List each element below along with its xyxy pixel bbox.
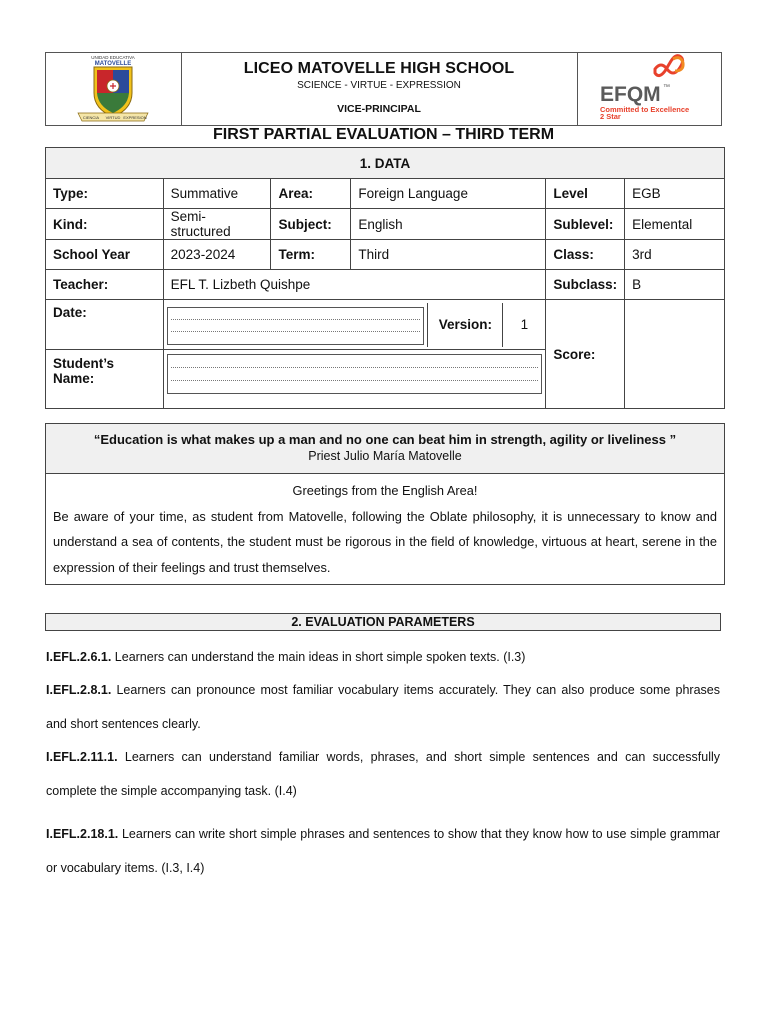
teacher-value: EFL T. Lizbeth Quishpe xyxy=(163,270,546,300)
logo-top-text: UNIDAD EDUCATIVA xyxy=(91,55,135,60)
student-name-label: Student’s Name: xyxy=(46,350,164,409)
quote-body xyxy=(46,474,724,584)
parameter-item-4 xyxy=(46,817,720,885)
version-value: 1 xyxy=(502,303,545,347)
date-row xyxy=(46,300,725,350)
term-value: Third xyxy=(351,240,546,270)
logo-banner-word-2: VIRTUD xyxy=(105,115,121,120)
parameter-item-3 xyxy=(46,740,720,808)
student-name-cell xyxy=(163,350,546,409)
score-label: Score: xyxy=(546,300,625,409)
parameter-code-2: I.EFL.2.8.1. xyxy=(46,683,112,697)
efqm-line1: Committed to Excellence xyxy=(600,105,690,114)
efqm-name: EFQM xyxy=(600,83,661,106)
class-value: 3rd xyxy=(625,240,725,270)
term-label: Term: xyxy=(271,240,351,270)
quote-author: Priest Julio María Matovelle xyxy=(308,449,462,463)
efqm-logo-cell xyxy=(577,53,721,125)
parameter-item-2 xyxy=(46,673,720,741)
quote-header xyxy=(46,424,724,474)
subject-label: Subject: xyxy=(271,209,351,240)
office-name: VICE-PRINCIPAL xyxy=(337,103,421,115)
data-heading: 1. DATA xyxy=(46,148,725,179)
data-row-2 xyxy=(46,209,725,240)
date-label: Date: xyxy=(46,300,164,350)
parameter-item-1 xyxy=(46,640,720,674)
student-name-input[interactable] xyxy=(167,354,543,394)
data-row-3 xyxy=(46,240,725,270)
date-input[interactable] xyxy=(167,307,425,345)
greeting: Greetings from the English Area! xyxy=(292,483,478,498)
parameter-text-1: Learners can understand the main ideas in short simple spoken texts. (I.3) xyxy=(111,650,526,664)
school-title-cell xyxy=(181,53,578,125)
logo-banner-word-1: CIENCIA xyxy=(82,115,100,120)
data-heading-row xyxy=(46,148,725,179)
efqm-logo xyxy=(577,53,722,127)
school-name: LICEO MATOVELLE HIGH SCHOOL xyxy=(243,60,515,77)
score-field[interactable] xyxy=(625,300,725,409)
teacher-row xyxy=(46,270,725,300)
sublevel-value: Elemental xyxy=(625,209,725,240)
level-value: EGB xyxy=(625,179,725,209)
logo-banner-word-3: EXPRESION xyxy=(123,115,147,120)
data-row-1 xyxy=(46,179,725,209)
school-crest-logo xyxy=(46,53,181,127)
kind-label: Kind: xyxy=(46,209,164,240)
document-header xyxy=(45,52,722,126)
efqm-trademark: ™ xyxy=(663,84,670,91)
quote-text: “Education is what makes up a man and no one can beat him in strength, agility or liveliness ” xyxy=(93,432,677,447)
school-year-value: 2023-2024 xyxy=(163,240,271,270)
school-motto: SCIENCE - VIRTUE - EXPRESSION xyxy=(297,80,461,91)
school-logo-cell xyxy=(46,53,182,125)
class-label: Class: xyxy=(546,240,625,270)
greeting-body: Be aware of your time, as student from Matovelle, following the Oblate philosophy, it is unnecessary to know and understand a sea of contents, the student must be rigorous in the field of knowledge, virtuous at heart, serene in the expression of their feelings and trust themselves. xyxy=(53,508,717,575)
quote-box xyxy=(45,423,725,585)
parameter-text-4: Learners can write short simple phrases and sentences to show that they know how to use simple grammar or vocabulary items. (I.3, I.4) xyxy=(46,827,720,875)
data-table xyxy=(45,147,725,409)
type-label: Type: xyxy=(46,179,164,209)
school-year-label: School Year xyxy=(46,240,164,270)
evaluation-title: FIRST PARTIAL EVALUATION – THIRD TERM xyxy=(212,126,555,143)
subclass-label: Subclass: xyxy=(546,270,625,300)
parameter-code-3: I.EFL.2.11.1. xyxy=(46,750,118,764)
evaluation-parameters-heading: 2. EVALUATION PARAMETERS xyxy=(45,613,721,631)
area-value: Foreign Language xyxy=(351,179,546,209)
kind-value: Semi-structured xyxy=(163,209,271,240)
subclass-value: B xyxy=(625,270,725,300)
type-value: Summative xyxy=(163,179,271,209)
version-label: Version: xyxy=(427,303,502,347)
sublevel-label: Sublevel: xyxy=(546,209,625,240)
area-label: Area: xyxy=(271,179,351,209)
logo-name: MATOVELLE xyxy=(94,61,132,67)
level-label: Level xyxy=(546,179,625,209)
teacher-label: Teacher: xyxy=(46,270,164,300)
parameter-code-4: I.EFL.2.18.1. xyxy=(46,827,119,841)
parameter-text-2: Learners can pronounce most familiar vocabulary items accurately. They can also produce some phrases and short sentences clearly. xyxy=(46,683,720,731)
parameter-text-3: Learners can understand familiar words, phrases, and short simple sentences and can successfully complete the simple accompanying task. (I.4) xyxy=(46,750,720,798)
efqm-line2: 2 Star xyxy=(600,112,621,121)
date-field-cell xyxy=(163,300,546,350)
parameter-code-1: I.EFL.2.6.1. xyxy=(46,650,112,664)
subject-value: English xyxy=(351,209,546,240)
